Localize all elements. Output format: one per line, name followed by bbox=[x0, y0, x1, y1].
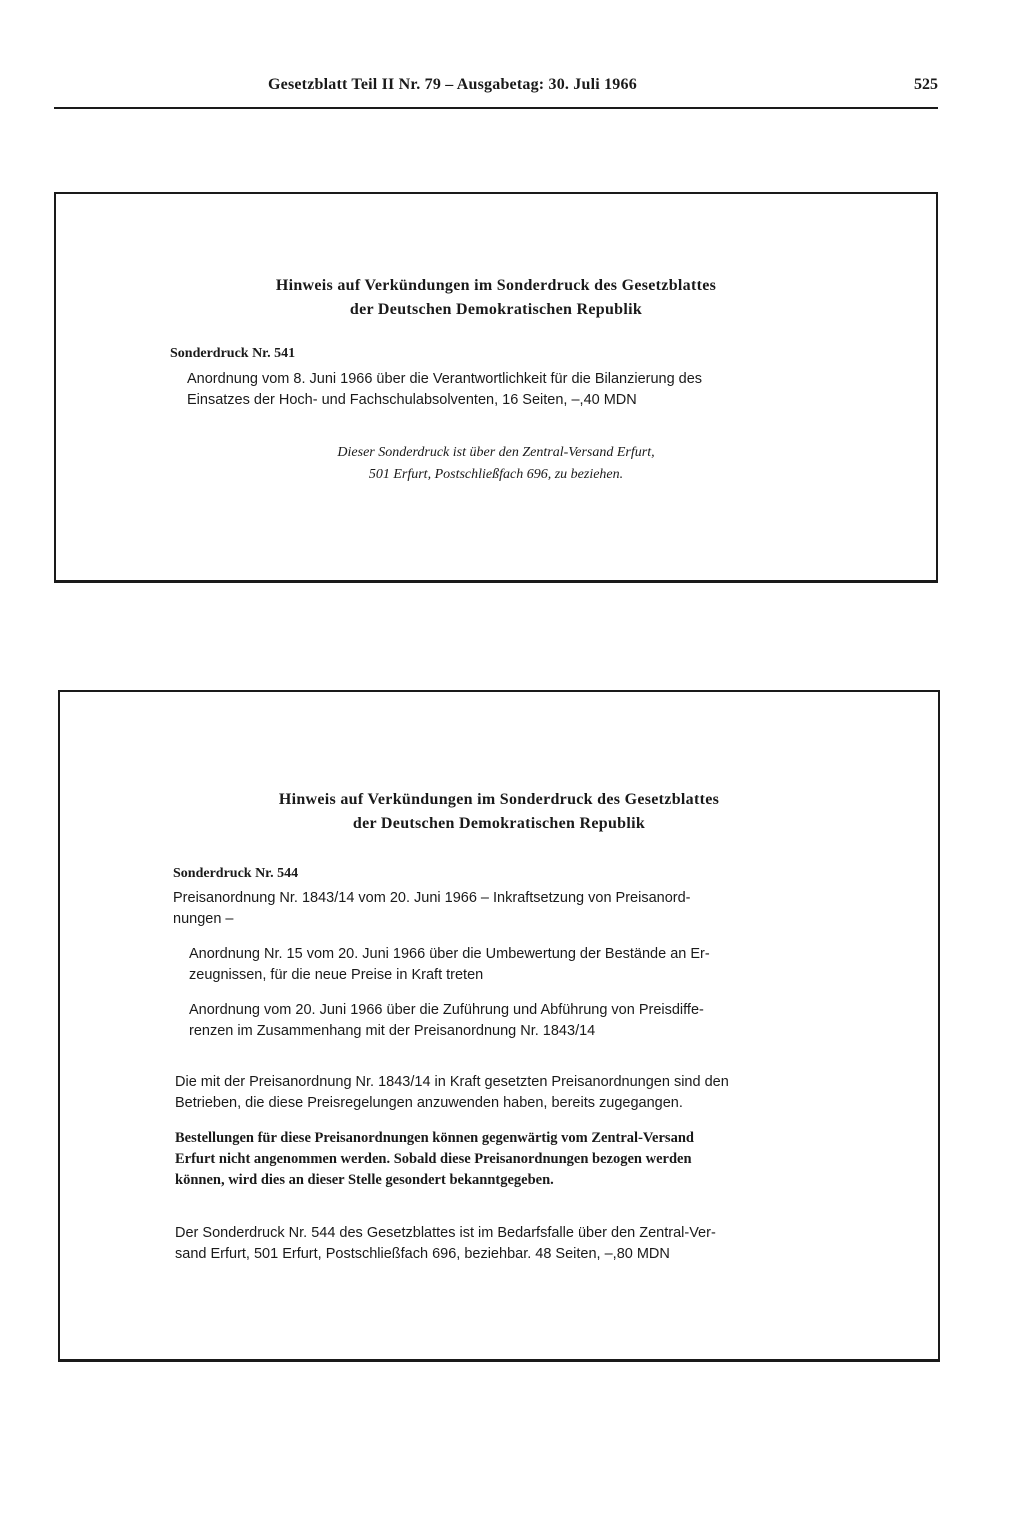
notice-box-541 bbox=[54, 192, 938, 583]
sonderdruck-entry-1 bbox=[173, 888, 690, 930]
header-rule bbox=[54, 107, 938, 109]
entry-line-1: Anordnung vom 20. Juni 1966 über die Zuführung und Abführung von Preisdiffe- bbox=[189, 1002, 704, 1018]
info-paragraph bbox=[175, 1072, 729, 1114]
page-header bbox=[54, 76, 938, 104]
bold-line-3: können, wird dies an dieser Stelle gesondert bekanntgegeben. bbox=[175, 1172, 554, 1188]
sonderdruck-label: Sonderdruck Nr. 544 bbox=[173, 866, 299, 881]
sonderdruck-label: Sonderdruck Nr. 541 bbox=[170, 346, 296, 361]
final-line-2: sand Erfurt, 501 Erfurt, Postschließfach 696, beziehbar. 48 Seiten, –,80 MDN bbox=[175, 1246, 670, 1262]
entry-line-2: nungen – bbox=[173, 911, 234, 927]
entry-line-1: Anordnung Nr. 15 vom 20. Juni 1966 über die Umbewertung der Bestände an Er- bbox=[189, 946, 710, 962]
ordering-note bbox=[56, 442, 936, 486]
entry-line-1: Preisanordnung Nr. 1843/14 vom 20. Juni 1966 – Inkraftsetzung von Preisanord- bbox=[173, 890, 691, 906]
entry-line-2: Einsatzes der Hoch- und Fachschulabsolventen, 16 Seiten, –,40 MDN bbox=[187, 392, 637, 408]
entry-line-2: zeugnissen, für die neue Preise in Kraft treten bbox=[189, 967, 484, 983]
availability-paragraph bbox=[175, 1223, 716, 1265]
info-line-2: Betrieben, die diese Preisregelungen anzuwenden haben, bereits zugegangen. bbox=[175, 1095, 683, 1111]
final-line-1: Der Sonderdruck Nr. 544 des Gesetzblattes ist im Bedarfsfalle über den Zentral-Ver- bbox=[175, 1225, 716, 1241]
notice-heading bbox=[56, 274, 936, 322]
note-line-1: Dieser Sonderdruck ist über den Zentral-Versand Erfurt, bbox=[337, 445, 655, 460]
sonderdruck-entry-3 bbox=[189, 1000, 704, 1042]
info-line-1: Die mit der Preisanordnung Nr. 1843/14 in Kraft gesetzten Preisanordnungen sind den bbox=[175, 1074, 729, 1090]
page-number: 525 bbox=[914, 76, 938, 93]
heading-line-2: der Deutschen Demokratischen Republik bbox=[352, 815, 646, 832]
heading-line-2: der Deutschen Demokratischen Republik bbox=[349, 301, 643, 318]
heading-line-1: Hinweis auf Verkündungen im Sonderdruck des Gesetzblattes bbox=[275, 277, 717, 294]
bold-line-2: Erfurt nicht angenommen werden. Sobald diese Preisanordnungen bezogen werden bbox=[175, 1151, 692, 1167]
bold-line-1: Bestellungen für diese Preisanordnungen können gegenwärtig vom Zentral-Versand bbox=[175, 1130, 694, 1146]
notice-heading bbox=[60, 788, 938, 836]
sonderdruck-entry bbox=[187, 369, 702, 411]
note-line-2: 501 Erfurt, Postschließfach 696, zu beziehen. bbox=[368, 467, 624, 482]
entry-line-2: renzen im Zusammenhang mit der Preisanordnung Nr. 1843/14 bbox=[189, 1023, 596, 1039]
entry-line-1: Anordnung vom 8. Juni 1966 über die Verantwortlichkeit für die Bilanzierung des bbox=[187, 371, 703, 387]
heading-line-1: Hinweis auf Verkündungen im Sonderdruck des Gesetzblattes bbox=[278, 791, 720, 808]
notice-box-544 bbox=[58, 690, 940, 1362]
sonderdruck-entry-2 bbox=[189, 944, 710, 986]
ordering-notice-bold bbox=[175, 1128, 694, 1191]
header-title: Gesetzblatt Teil II Nr. 79 – Ausgabetag: 30. Juli 1966 bbox=[268, 76, 637, 93]
